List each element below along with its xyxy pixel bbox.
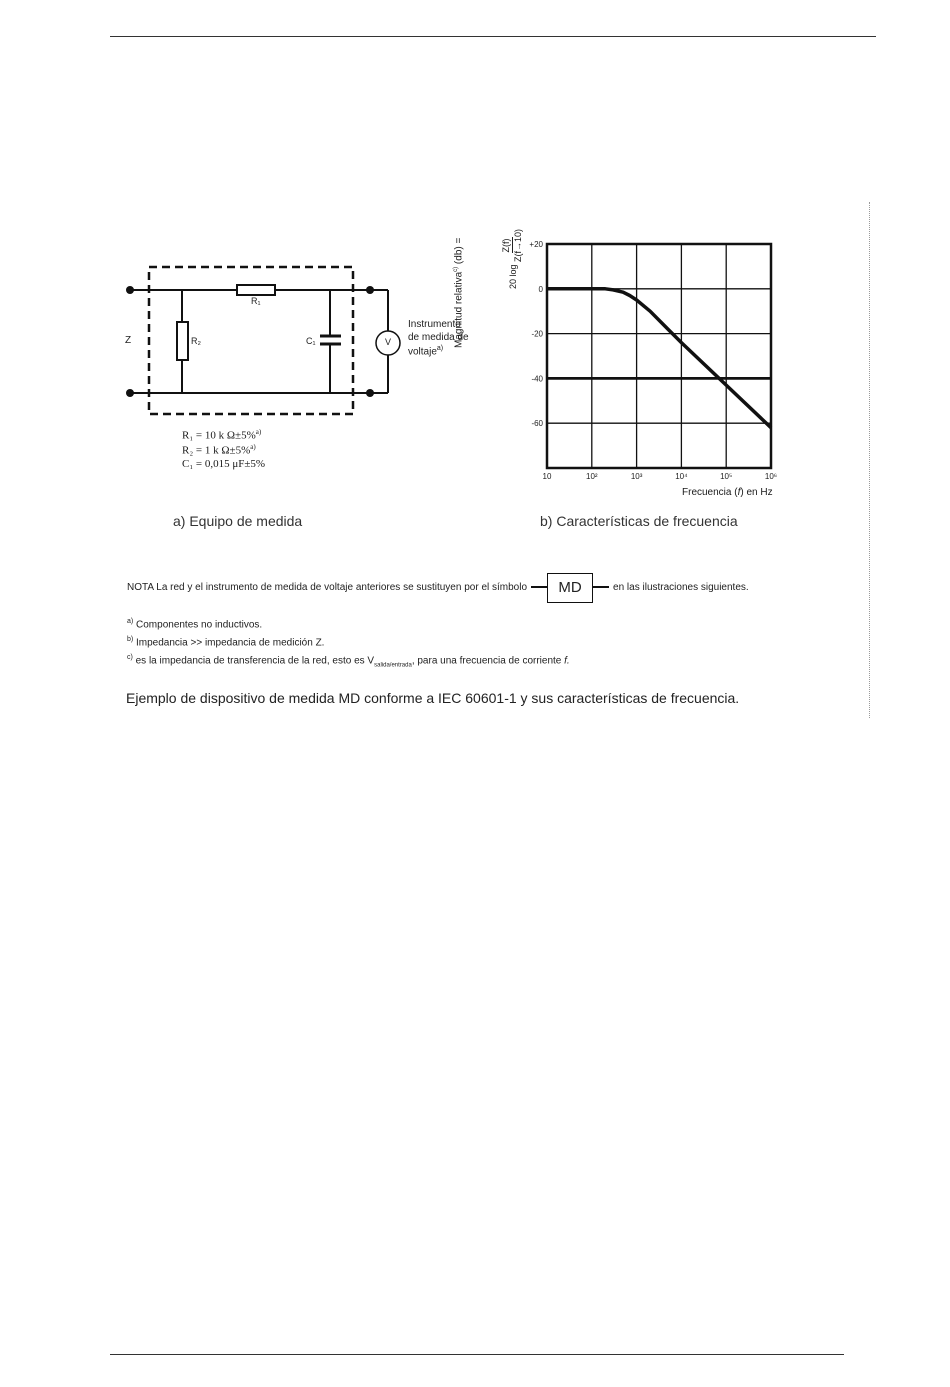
- x-tick-label: 10³: [630, 472, 643, 481]
- note-suffix: en las ilustraciones siguientes.: [613, 581, 749, 593]
- c1-label: C₁: [306, 336, 316, 346]
- r2-label: R₂: [191, 336, 201, 346]
- chart-frame: [547, 244, 771, 468]
- y-tick-label: 0: [538, 284, 543, 294]
- bottom-rule: [110, 1354, 844, 1355]
- caption-circuit: a) Equipo de medida: [173, 513, 303, 529]
- x-tick-label: 10⁴: [675, 472, 688, 481]
- frequency-chart: [0, 0, 950, 520]
- spec-c1: C₁ = 0,015 μF±5%: [182, 458, 266, 470]
- instrument-label-line2: de medida de: [408, 332, 469, 343]
- y-tick-label: +20: [529, 240, 543, 249]
- y-tick-label: -40: [531, 374, 543, 384]
- y-tick-label: -60: [531, 419, 543, 429]
- md-symbol: [531, 571, 609, 603]
- spec-r1: R₁ = 10 k Ω±5%$^{a)}$: [182, 428, 262, 442]
- z-label: Z: [125, 335, 132, 346]
- footnote-b: $^{b)}$ Impedancia >> impedancia de medición Z.: [127, 636, 325, 649]
- figure-caption: Ejemplo de dispositivo de medida MD conforme a IEC 60601-1 y sus características de frecuencia.: [126, 690, 740, 706]
- voltmeter-symbol: V: [385, 337, 392, 347]
- x-tick-label: 10²: [586, 472, 598, 481]
- note-line: [127, 571, 749, 603]
- footnote-c: $^{c)}$ es la impedancia de transferencia de la red, esto es $V_{salida/entrada}$, para una frecuencia de corriente f.: [127, 654, 570, 669]
- md-symbol-box: MD: [547, 573, 593, 603]
- instrument-label-line3: voltaje$^{a)}$: [408, 345, 444, 358]
- instrument-label-line1: Instrumento: [408, 319, 461, 330]
- frequency-response-line: [547, 289, 771, 428]
- r1-label: R₁: [251, 296, 261, 306]
- footnote-a: $^{a)}$ Componentes no inductivos.: [127, 618, 263, 631]
- chart-ylabel-formula: 20 log Z(f) Z(f→10): [501, 228, 523, 289]
- note-prefix: NOTA La red y el instrumento de medida de voltaje anteriores se sustituyen por el símbolo: [127, 581, 528, 593]
- x-tick-label: 10: [542, 472, 552, 481]
- x-tick-label: 10⁶: [764, 472, 778, 481]
- chart-xlabel: Frecuencia (f) en Hz: [682, 487, 773, 498]
- spec-r2: R₂ = 1 k Ω±5%$^{a)}$: [182, 443, 256, 457]
- x-tick-label: 10⁵: [720, 472, 733, 481]
- chart-ylabel: Magnitud relativa$^{c)}$ (db) =: [453, 237, 465, 348]
- y-tick-label: -20: [531, 329, 543, 339]
- caption-chart: b) Características de frecuencia: [540, 513, 738, 529]
